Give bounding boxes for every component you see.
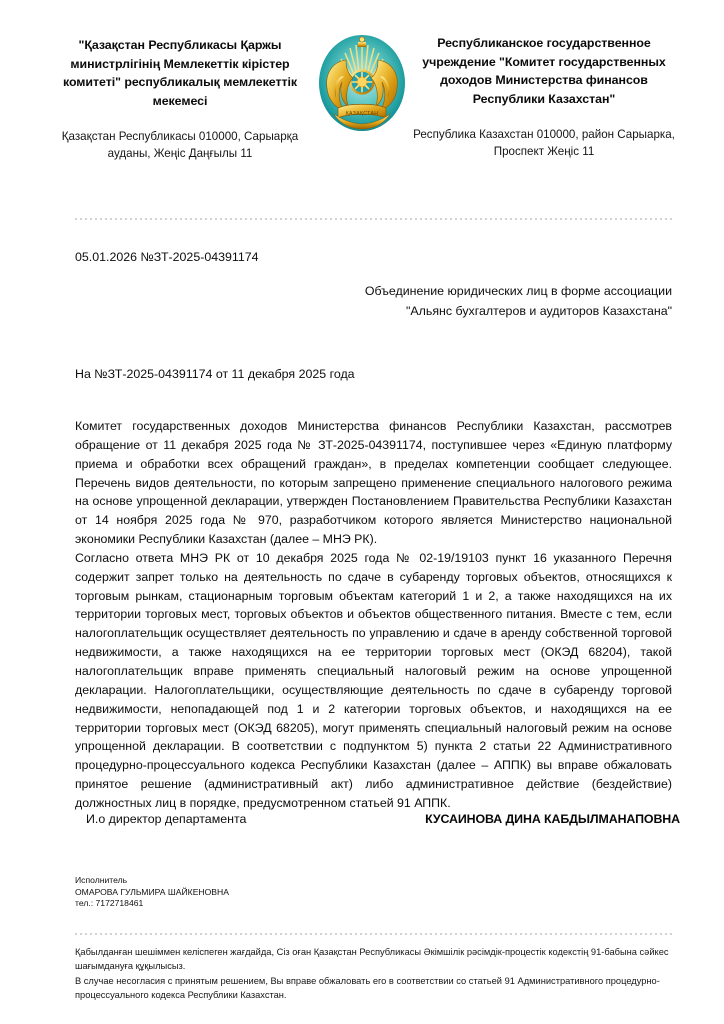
executor-phone: тел.: 7172718461: [75, 898, 144, 909]
organization-address-kk: Қазақстан Республикасы 010000, Сарыарқа ауданы, Жеңіс Даңғылы 11: [61, 130, 299, 160]
appeal-notice-footer: [75, 946, 675, 1002]
letterhead: [0, 0, 724, 162]
organization-title-ru: Республиканское государственное учреждение "Комитет государственных доходов Министерства финансов Республики Казахстан": [422, 36, 666, 106]
letter-body: [75, 417, 672, 813]
letterhead-russian-block: [410, 28, 678, 160]
divider-top: [75, 218, 672, 220]
signatory-name: КУСАИНОВА ДИНА КАБДЫЛМАНАПОВНА: [425, 812, 680, 826]
signature-block: [86, 812, 680, 826]
executor-block: [75, 875, 229, 910]
body-paragraph-2: Согласно ответа МНЭ РК от 10 декабря 2025 года № 02-19/19103 пункт 16 указанного Перечня содержит запрет только на деятельность по сдаче в субаренду торговых объектов, относящихся к торговым рынкам, стационарным торговым объектам категорий 1 и 2, а также находящихся на их территории торговых мест, торговых объектов и объектов общественного питания. Вместе с тем, если налогоплательщик осуществляет деятельность по управлению и сдаче в аренду собственной торговой недвижимости, а также находящихся на ее территории торговых мест (ОКЭД 68204), такой налогоплательщик вправе применять специальный налоговый режим на основе упрощенной декларации. Налогоплательщики, осуществляющие деятельность по сдаче в субаренду торговой недвижимости, непопадающей под 1 и 2 категории торговых объектов, и находящихся на ее территории торговых мест (ОКЭД 68205), могут применять специальный налоговый режим на основе упрощенной декларации. В соответствии с подпунктом 5) пункта 2 статьи 22 Административного процедурно-процессуального кодекса Республики Казахстан (далее – АППК) вы вправе обжаловать принятое решение (административный акт) либо административное действие (бездействие) должностных лиц в порядке, предусмотренном статьей 91 АППК.: [75, 550, 672, 810]
body-paragraph-1: Комитет государственных доходов Министерства финансов Республики Казахстан, рассмотрев обращение от 11 декабря 2025 года № ЗТ-2025-04391174, поступившее через «Единую платформу приема и обработки всех обращений граждан», в пределах компетенции сообщает следующее. Перечень видов деятельности, по которым запрещено применение специального налогового режима на основе упрощенной декларации, утвержден Постановлением Правительства Республики Казахстан от 14 ноября 2025 года № 970, разработчиком которого является Министерство национальной экономики Республики Казахстан (далее – МНЭ РК).: [75, 419, 672, 547]
addressee: Объединение юридических лиц в форме ассоциации "Альянс бухгалтеров и аудиторов Казахстана": [364, 284, 672, 318]
reply-reference: На №ЗТ-2025-04391174 от 11 декабря 2025 года: [75, 367, 355, 381]
divider-bottom: [75, 933, 672, 935]
kazakhstan-emblem-icon: [316, 30, 408, 138]
letterhead-kazakh-block: [46, 28, 314, 162]
state-emblem-container: [314, 28, 410, 138]
organization-title-kk: "Қазақстан Республикасы Қаржы министрлігінің Мемлекеттік кірістер комитеті" республикалық мемлекеттік мекемесі: [62, 38, 298, 108]
document-reference: 05.01.2026 №ЗТ-2025-04391174: [75, 250, 259, 264]
document-meta: [75, 248, 672, 383]
executor-name: ОМАРОВА ГУЛЬМИРА ШАЙКЕНОВНА: [75, 886, 229, 897]
appeal-notice-kk: Қабылданған шешіммен келіспеген жағдайда, Сіз оған Қазақстан Республикасы Әкімшілік рәсімдік-процестік кодекстің 91-бабына сәйкес шағымдануға құқылысыз.: [75, 947, 669, 971]
executor-label: Исполнитель: [75, 875, 128, 885]
organization-address-ru: Республика Казахстан 010000, район Сарыарка, Проспект Жеңіс 11: [413, 128, 675, 158]
svg-text:ҚАЗАҚСТАН: ҚАЗАҚСТАН: [345, 111, 379, 117]
signatory-role: И.о директор департамента: [86, 812, 247, 826]
appeal-notice-ru: В случае несогласия с принятым решением, Вы вправе обжаловать его в соответствии со статьей 91 Административного процедурно-процессуального кодекса Республики Казахстан.: [75, 976, 660, 1000]
